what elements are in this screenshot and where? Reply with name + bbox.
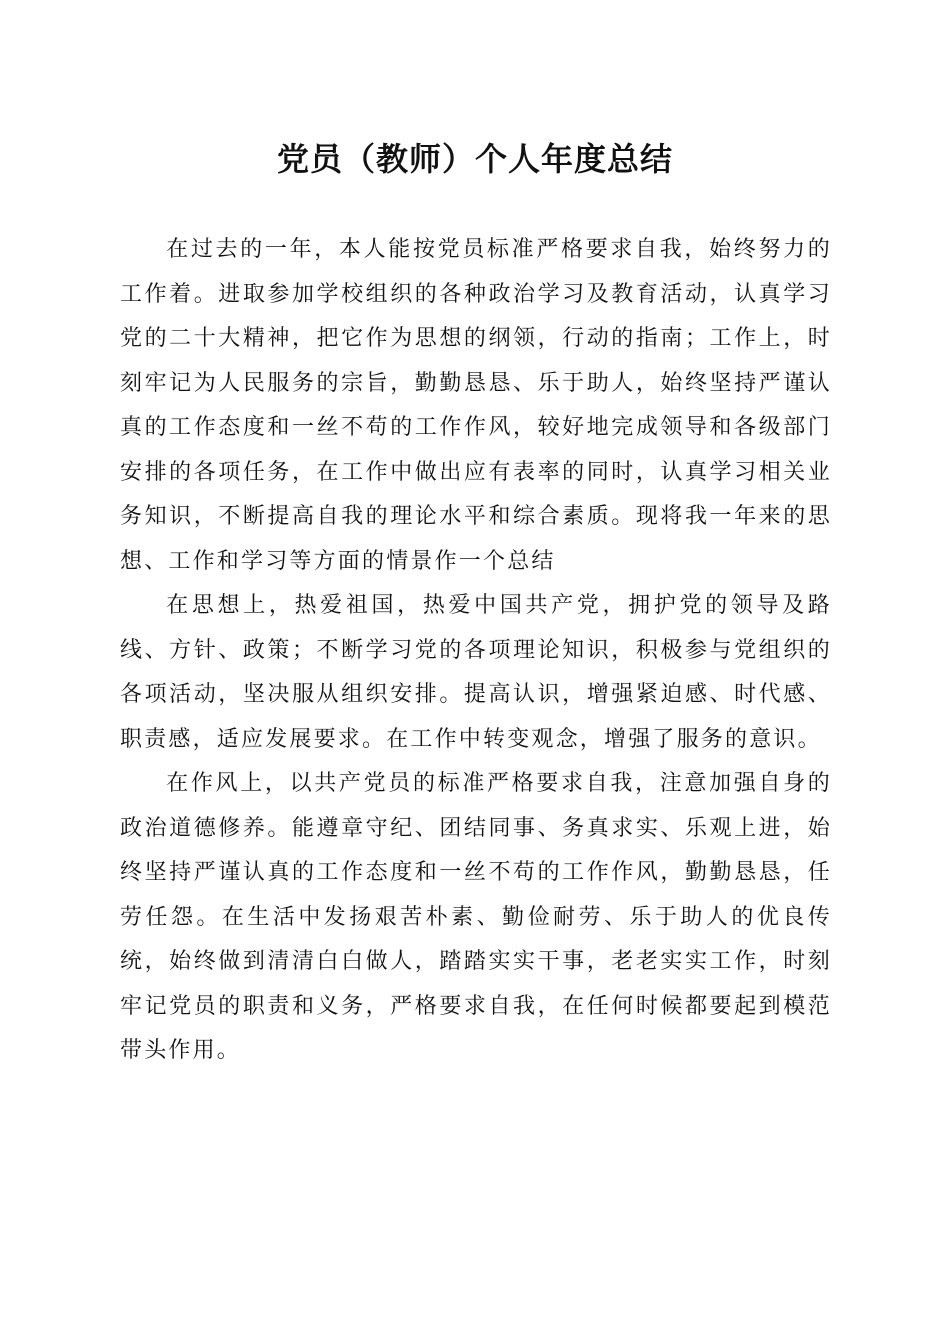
paragraph-style: 在作风上，以共产党员的标准严格要求自我，注意加强自身的政治道德修养。能遵章守纪、团结同事、务真求实、乐观上进，始终坚持严谨认真的工作态度和一丝不苟的工作作风，勤勤恳恳，任劳任怨。在生活中发扬艰苦朴素、勤俭耐劳、乐于助人的优良传统，始终做到清清白白做人，踏踏实实干事，老老实实工作，时刻牢记党员的职责和义务，严格要求自我，在任何时候都要起到模范带头作用。	[120, 771, 832, 1063]
paragraph-thought: 在思想上，热爱祖国，热爱中国共产党，拥护党的领导及路线、方针、政策；不断学习党的各项理论知识，积极参与党组织的各项活动，坚决服从组织安排。提高认识，增强紧迫感、时代感、职责感，适应发展要求。在工作中转变观念，增强了服务的意识。	[120, 593, 832, 752]
paragraph-intro: 在过去的一年，本人能按党员标准严格要求自我，始终努力的工作着。进取参加学校组织的各种政治学习及教育活动，认真学习党的二十大精神，把它作为思想的纲领，行动的指南；工作上，时刻牢记为人民服务的宗旨，勤勤恳恳、乐于助人，始终坚持严谨认真的工作态度和一丝不苟的工作作风，较好地完成领导和各级部门安排的各项任务，在工作中做出应有表率的同时，认真学习相关业务知识，不断提高自我的理论水平和综合素质。现将我一年来的思想、工作和学习等方面的情景作一个总结	[120, 237, 832, 574]
document-body	[120, 228, 832, 1074]
document-title: 党员（教师）个人年度总结	[276, 140, 673, 178]
